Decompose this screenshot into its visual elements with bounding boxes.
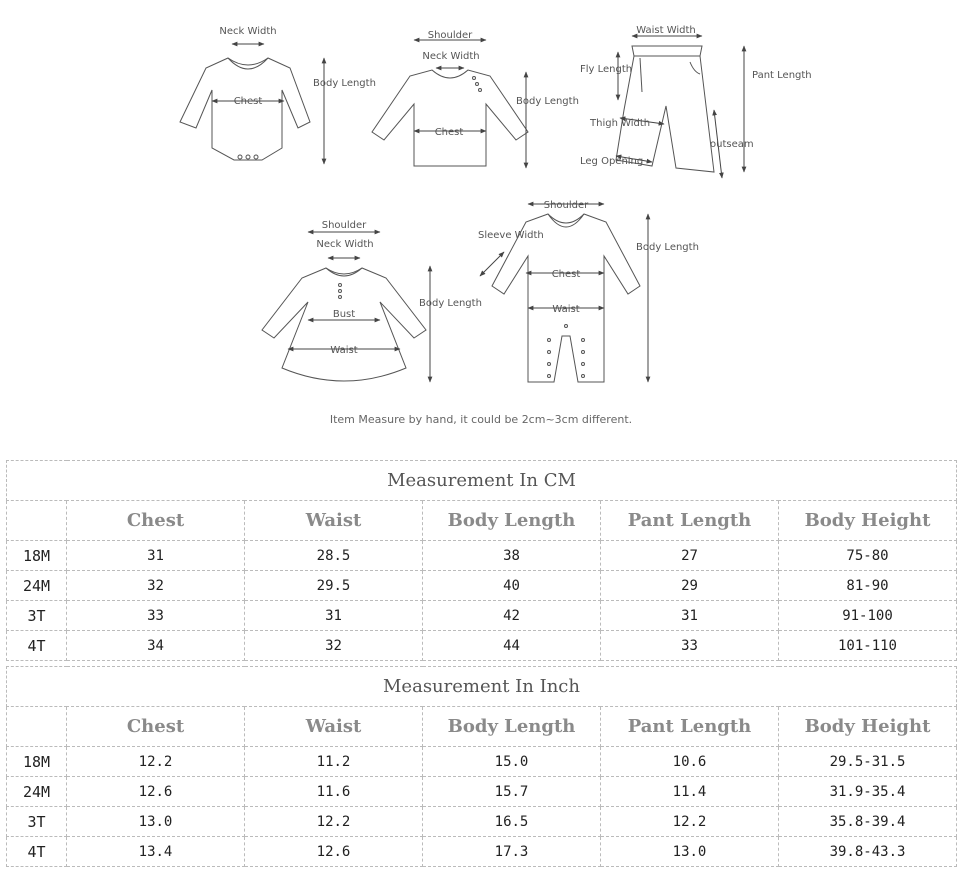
cell-body-length: 42 <box>423 601 601 631</box>
cell-body-length: 15.0 <box>423 747 601 777</box>
cell-body-height: 81-90 <box>779 571 957 601</box>
header-body-height: Body Height <box>779 501 957 541</box>
header-waist: Waist <box>245 707 423 747</box>
table-row <box>7 777 957 807</box>
cell-body-height: 31.9-35.4 <box>779 777 957 807</box>
cell-body-height: 101-110 <box>779 631 957 661</box>
table-title: Measurement In CM <box>7 461 957 501</box>
table-row <box>7 837 957 867</box>
bodysuit-illustration <box>180 58 310 160</box>
label-shoulder: Shoulder <box>543 200 589 211</box>
size-table-cm <box>6 460 957 661</box>
header-body-length: Body Length <box>423 501 601 541</box>
size-label: 3T <box>7 601 67 631</box>
cell-waist: 29.5 <box>245 571 423 601</box>
cell-chest: 33 <box>67 601 245 631</box>
label-waist-width: Waist Width <box>636 25 696 36</box>
cell-waist: 11.6 <box>245 777 423 807</box>
header-waist: Waist <box>245 501 423 541</box>
cell-chest: 12.2 <box>67 747 245 777</box>
cell-pant-length: 31 <box>601 601 779 631</box>
cell-body-length: 44 <box>423 631 601 661</box>
label-chest: Chest <box>434 127 464 138</box>
cell-waist: 12.2 <box>245 807 423 837</box>
size-label: 24M <box>7 777 67 807</box>
cell-chest: 13.4 <box>67 837 245 867</box>
table-title: Measurement In Inch <box>7 667 957 707</box>
label-neck-width: Neck Width <box>316 239 374 250</box>
label-chest: Chest <box>551 269 581 280</box>
cell-pant-length: 33 <box>601 631 779 661</box>
label-shoulder: Shoulder <box>427 30 473 41</box>
cell-waist: 28.5 <box>245 541 423 571</box>
size-label: 4T <box>7 631 67 661</box>
cell-body-height: 35.8-39.4 <box>779 807 957 837</box>
cell-chest: 34 <box>67 631 245 661</box>
label-bust: Bust <box>332 309 356 320</box>
cell-body-length: 17.3 <box>423 837 601 867</box>
cell-pant-length: 12.2 <box>601 807 779 837</box>
shirt-illustration <box>372 70 528 166</box>
table-row <box>7 541 957 571</box>
label-fly-length: Fly Length <box>580 64 633 75</box>
dress-illustration <box>262 268 426 381</box>
cell-chest: 12.6 <box>67 777 245 807</box>
header-body-length: Body Length <box>423 707 601 747</box>
label-sleeve-width: Sleeve Width <box>478 230 544 241</box>
cell-body-height: 29.5-31.5 <box>779 747 957 777</box>
size-label: 18M <box>7 747 67 777</box>
label-body-length: Body Length <box>516 96 579 107</box>
label-waist: Waist <box>330 345 358 356</box>
size-label: 18M <box>7 541 67 571</box>
cell-pant-length: 29 <box>601 571 779 601</box>
header-pant-length: Pant Length <box>601 501 779 541</box>
cell-waist: 31 <box>245 601 423 631</box>
size-label: 24M <box>7 571 67 601</box>
table-row <box>7 571 957 601</box>
header-size <box>7 501 67 541</box>
cell-pant-length: 27 <box>601 541 779 571</box>
label-body-length: Body Length <box>636 242 699 253</box>
label-body-length: Body Length <box>419 298 482 309</box>
table-row <box>7 631 957 661</box>
header-body-height: Body Height <box>779 707 957 747</box>
table-row <box>7 807 957 837</box>
label-outseam: outseam <box>710 139 754 150</box>
size-table-inch <box>6 666 957 867</box>
cell-body-length: 40 <box>423 571 601 601</box>
cell-waist: 11.2 <box>245 747 423 777</box>
header-chest: Chest <box>67 501 245 541</box>
label-thigh-width: Thigh Width <box>590 118 651 129</box>
table-row <box>7 747 957 777</box>
cell-pant-length: 11.4 <box>601 777 779 807</box>
table-row <box>7 601 957 631</box>
cell-chest: 32 <box>67 571 245 601</box>
label-neck-width: Neck Width <box>219 26 277 37</box>
header-pant-length: Pant Length <box>601 707 779 747</box>
cell-body-length: 15.7 <box>423 777 601 807</box>
label-shoulder: Shoulder <box>321 220 367 231</box>
cell-body-height: 75-80 <box>779 541 957 571</box>
cell-chest: 31 <box>67 541 245 571</box>
label-neck-width: Neck Width <box>422 51 480 62</box>
cell-body-height: 39.8-43.3 <box>779 837 957 867</box>
cell-waist: 32 <box>245 631 423 661</box>
label-leg-opening: Leg Opening <box>580 156 644 167</box>
header-size <box>7 707 67 747</box>
size-label: 3T <box>7 807 67 837</box>
cell-body-height: 91-100 <box>779 601 957 631</box>
label-pant-length: Pant Length <box>752 70 812 81</box>
measurement-note: Item Measure by hand, it could be 2cm~3cm different. <box>329 413 633 426</box>
cell-body-length: 38 <box>423 541 601 571</box>
cell-waist: 12.6 <box>245 837 423 867</box>
cell-pant-length: 10.6 <box>601 747 779 777</box>
cell-pant-length: 13.0 <box>601 837 779 867</box>
label-waist: Waist <box>552 304 580 315</box>
label-body-length: Body Length <box>313 78 376 89</box>
cell-chest: 13.0 <box>67 807 245 837</box>
cell-body-length: 16.5 <box>423 807 601 837</box>
label-chest: Chest <box>233 96 263 107</box>
size-label: 4T <box>7 837 67 867</box>
header-chest: Chest <box>67 707 245 747</box>
